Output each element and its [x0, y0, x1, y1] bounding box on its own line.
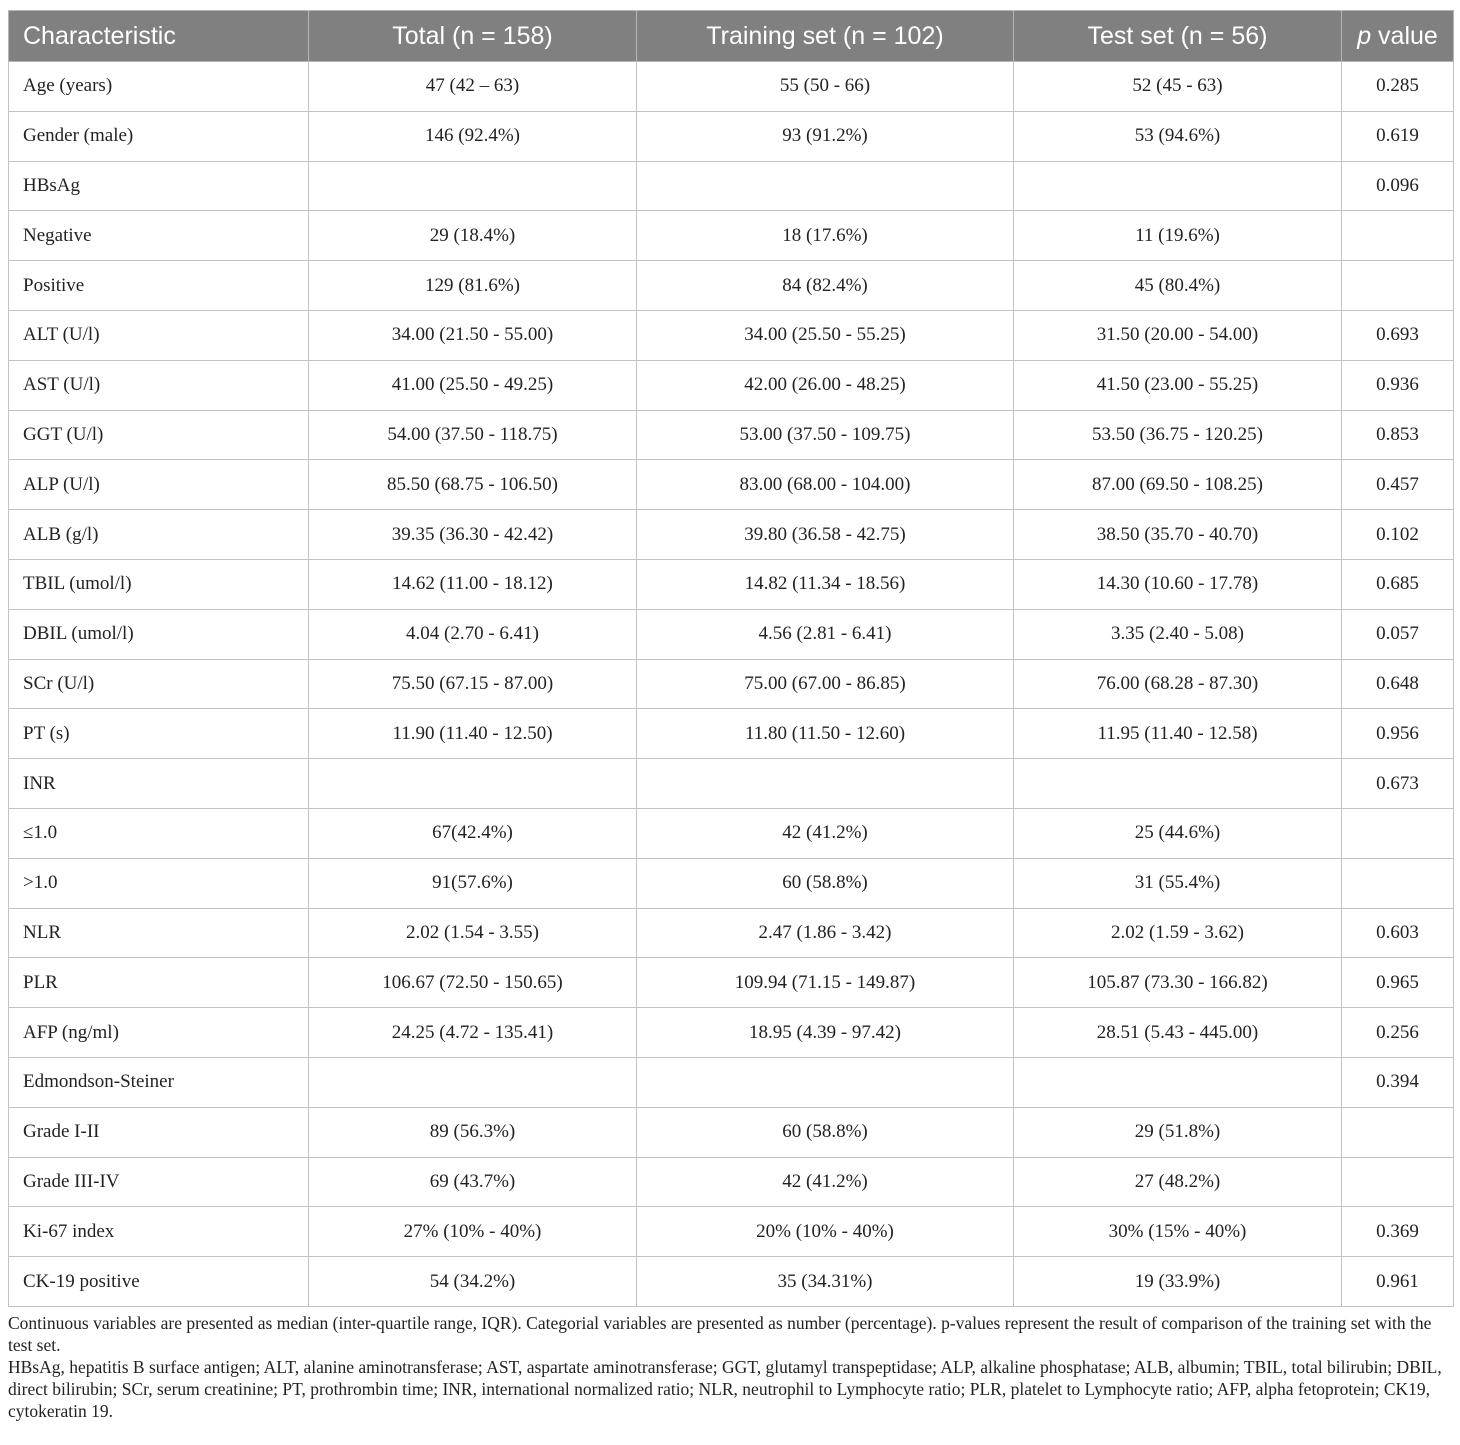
training-set-cell: 42.00 (26.00 - 48.25): [637, 360, 1014, 410]
test-set-cell: 3.35 (2.40 - 5.08): [1014, 609, 1342, 659]
header-training-set: Training set (n = 102): [637, 11, 1014, 62]
p-value-cell: 0.256: [1342, 1008, 1454, 1058]
test-set-cell: 2.02 (1.59 - 3.62): [1014, 908, 1342, 958]
table-row: [9, 908, 1454, 958]
table-row: [9, 310, 1454, 360]
p-value-cell: 0.648: [1342, 659, 1454, 709]
p-value-cell: [1342, 1157, 1454, 1207]
training-set-cell: 60 (58.8%): [637, 1107, 1014, 1157]
p-value-cell: 0.936: [1342, 360, 1454, 410]
table-row: [9, 460, 1454, 510]
table-row: [9, 759, 1454, 809]
footnote-abbreviations: HBsAg, hepatitis B surface antigen; ALT, alanine aminotransferase; AST, aspartate aminotransferase; GGT, glutamyl transpeptidase; ALP, alkaline phosphatase; ALB, albumin; TBIL, total bilirubin; DBIL, direct bilirubin; SCr, serum creatinine; PT, prothrombin time; INR, international normalized ratio; NLR, neutrophil to Lymphocyte ratio; PLR, platelet to Lymphocyte ratio; AFP, alpha fetoprotein; CK19, cytokeratin 19.: [8, 1357, 1442, 1421]
p-value-cell: 0.853: [1342, 410, 1454, 460]
table-row: [9, 659, 1454, 709]
total-cell: 34.00 (21.50 - 55.00): [309, 310, 637, 360]
characteristic-cell: Gender (male): [9, 111, 309, 161]
table-row: [9, 958, 1454, 1008]
training-set-cell: 34.00 (25.50 - 55.25): [637, 310, 1014, 360]
table-row: [9, 858, 1454, 908]
table-row: [9, 1157, 1454, 1207]
training-set-cell: 2.47 (1.86 - 3.42): [637, 908, 1014, 958]
total-cell: 91(57.6%): [309, 858, 637, 908]
training-set-cell: [637, 1057, 1014, 1107]
test-set-cell: 14.30 (10.60 - 17.78): [1014, 559, 1342, 609]
test-set-cell: 45 (80.4%): [1014, 261, 1342, 311]
p-value-cell: 0.057: [1342, 609, 1454, 659]
total-cell: 54 (34.2%): [309, 1257, 637, 1307]
training-set-cell: 35 (34.31%): [637, 1257, 1014, 1307]
training-set-cell: 18.95 (4.39 - 97.42): [637, 1008, 1014, 1058]
p-value-cell: [1342, 1107, 1454, 1157]
test-set-cell: 53 (94.6%): [1014, 111, 1342, 161]
table-row: [9, 360, 1454, 410]
total-cell: 14.62 (11.00 - 18.12): [309, 559, 637, 609]
total-cell: 24.25 (4.72 - 135.41): [309, 1008, 637, 1058]
training-set-cell: 42 (41.2%): [637, 1157, 1014, 1207]
total-cell: 29 (18.4%): [309, 211, 637, 261]
test-set-cell: 105.87 (73.30 - 166.82): [1014, 958, 1342, 1008]
footnote-definitions: Continuous variables are presented as median (inter-quartile range, IQR). Categorial variables are presented as number (percentage). p-values represent the result of comparison of the training set with the test set.: [8, 1313, 1432, 1355]
total-cell: [309, 1057, 637, 1107]
test-set-cell: 11 (19.6%): [1014, 211, 1342, 261]
p-value-cell: 0.619: [1342, 111, 1454, 161]
total-cell: 67(42.4%): [309, 808, 637, 858]
table-row: [9, 1057, 1454, 1107]
test-set-cell: 76.00 (68.28 - 87.30): [1014, 659, 1342, 709]
characteristic-cell: >1.0: [9, 858, 309, 908]
characteristic-cell: Positive: [9, 261, 309, 311]
test-set-cell: [1014, 759, 1342, 809]
characteristic-cell: AFP (ng/ml): [9, 1008, 309, 1058]
characteristic-cell: TBIL (umol/l): [9, 559, 309, 609]
training-set-cell: [637, 161, 1014, 211]
characteristic-cell: INR: [9, 759, 309, 809]
p-value-cell: [1342, 858, 1454, 908]
training-set-cell: 18 (17.6%): [637, 211, 1014, 261]
total-cell: 75.50 (67.15 - 87.00): [309, 659, 637, 709]
table-header: [9, 11, 1454, 62]
table-row: [9, 709, 1454, 759]
p-value-cell: 0.693: [1342, 310, 1454, 360]
total-cell: 89 (56.3%): [309, 1107, 637, 1157]
training-set-cell: 11.80 (11.50 - 12.60): [637, 709, 1014, 759]
p-value-cell: 0.394: [1342, 1057, 1454, 1107]
training-set-cell: [637, 759, 1014, 809]
characteristic-cell: Age (years): [9, 62, 309, 112]
test-set-cell: 11.95 (11.40 - 12.58): [1014, 709, 1342, 759]
header-row: [9, 11, 1454, 62]
test-set-cell: 38.50 (35.70 - 40.70): [1014, 510, 1342, 560]
characteristic-cell: AST (U/l): [9, 360, 309, 410]
training-set-cell: 93 (91.2%): [637, 111, 1014, 161]
table-row: [9, 1207, 1454, 1257]
total-cell: 4.04 (2.70 - 6.41): [309, 609, 637, 659]
test-set-cell: 19 (33.9%): [1014, 1257, 1342, 1307]
characteristic-cell: ≤1.0: [9, 808, 309, 858]
characteristic-cell: DBIL (umol/l): [9, 609, 309, 659]
p-value-cell: 0.673: [1342, 759, 1454, 809]
characteristic-cell: HBsAg: [9, 161, 309, 211]
characteristic-cell: PLR: [9, 958, 309, 1008]
training-set-cell: 55 (50 - 66): [637, 62, 1014, 112]
total-cell: [309, 161, 637, 211]
training-set-cell: 75.00 (67.00 - 86.85): [637, 659, 1014, 709]
test-set-cell: 28.51 (5.43 - 445.00): [1014, 1008, 1342, 1058]
table-row: [9, 510, 1454, 560]
header-p-value: [1342, 11, 1454, 62]
p-value-cell: 0.685: [1342, 559, 1454, 609]
characteristic-cell: Edmondson-Steiner: [9, 1057, 309, 1107]
table-row: [9, 609, 1454, 659]
p-value-cell: 0.965: [1342, 958, 1454, 1008]
total-cell: 146 (92.4%): [309, 111, 637, 161]
training-set-cell: 109.94 (71.15 - 149.87): [637, 958, 1014, 1008]
total-cell: 11.90 (11.40 - 12.50): [309, 709, 637, 759]
p-value-cell: 0.369: [1342, 1207, 1454, 1257]
total-cell: 47 (42 – 63): [309, 62, 637, 112]
training-set-cell: 84 (82.4%): [637, 261, 1014, 311]
total-cell: [309, 759, 637, 809]
test-set-cell: 87.00 (69.50 - 108.25): [1014, 460, 1342, 510]
p-value-cell: 0.961: [1342, 1257, 1454, 1307]
table-row: [9, 161, 1454, 211]
characteristic-cell: Ki-67 index: [9, 1207, 309, 1257]
p-value-cell: 0.102: [1342, 510, 1454, 560]
p-value-cell: [1342, 261, 1454, 311]
table-body: [9, 62, 1454, 1307]
header-total: Total (n = 158): [309, 11, 637, 62]
test-set-cell: 27 (48.2%): [1014, 1157, 1342, 1207]
test-set-cell: 25 (44.6%): [1014, 808, 1342, 858]
characteristic-cell: Grade I-II: [9, 1107, 309, 1157]
table-row: [9, 559, 1454, 609]
header-test-set: Test set (n = 56): [1014, 11, 1342, 62]
test-set-cell: [1014, 1057, 1342, 1107]
test-set-cell: 31 (55.4%): [1014, 858, 1342, 908]
total-cell: 39.35 (36.30 - 42.42): [309, 510, 637, 560]
characteristic-cell: PT (s): [9, 709, 309, 759]
total-cell: 41.00 (25.50 - 49.25): [309, 360, 637, 410]
characteristic-cell: ALP (U/l): [9, 460, 309, 510]
table-row: [9, 1257, 1454, 1307]
training-set-cell: 39.80 (36.58 - 42.75): [637, 510, 1014, 560]
characteristic-cell: ALB (g/l): [9, 510, 309, 560]
test-set-cell: 41.50 (23.00 - 55.25): [1014, 360, 1342, 410]
characteristic-cell: GGT (U/l): [9, 410, 309, 460]
test-set-cell: 52 (45 - 63): [1014, 62, 1342, 112]
table-row: [9, 808, 1454, 858]
table-row: [9, 1008, 1454, 1058]
training-set-cell: 14.82 (11.34 - 18.56): [637, 559, 1014, 609]
characteristics-table-container: [8, 10, 1453, 1307]
total-cell: 106.67 (72.50 - 150.65): [309, 958, 637, 1008]
table-row: [9, 410, 1454, 460]
test-set-cell: 53.50 (36.75 - 120.25): [1014, 410, 1342, 460]
p-value-cell: 0.956: [1342, 709, 1454, 759]
table-footnotes: [8, 1312, 1448, 1422]
characteristic-cell: SCr (U/l): [9, 659, 309, 709]
test-set-cell: [1014, 161, 1342, 211]
total-cell: 2.02 (1.54 - 3.55): [309, 908, 637, 958]
training-set-cell: 4.56 (2.81 - 6.41): [637, 609, 1014, 659]
training-set-cell: 83.00 (68.00 - 104.00): [637, 460, 1014, 510]
p-value-cell: [1342, 808, 1454, 858]
test-set-cell: 30% (15% - 40%): [1014, 1207, 1342, 1257]
header-p-italic: p: [1357, 21, 1372, 50]
characteristic-cell: ALT (U/l): [9, 310, 309, 360]
training-set-cell: 60 (58.8%): [637, 858, 1014, 908]
p-value-cell: 0.285: [1342, 62, 1454, 112]
p-value-cell: [1342, 211, 1454, 261]
training-set-cell: 20% (10% - 40%): [637, 1207, 1014, 1257]
test-set-cell: 29 (51.8%): [1014, 1107, 1342, 1157]
total-cell: 69 (43.7%): [309, 1157, 637, 1207]
total-cell: 54.00 (37.50 - 118.75): [309, 410, 637, 460]
table-row: [9, 1107, 1454, 1157]
training-set-cell: 42 (41.2%): [637, 808, 1014, 858]
total-cell: 27% (10% - 40%): [309, 1207, 637, 1257]
table-row: [9, 62, 1454, 112]
table-row: [9, 211, 1454, 261]
p-value-cell: 0.603: [1342, 908, 1454, 958]
training-set-cell: 53.00 (37.50 - 109.75): [637, 410, 1014, 460]
characteristic-cell: CK-19 positive: [9, 1257, 309, 1307]
header-characteristic: Characteristic: [9, 11, 309, 62]
p-value-cell: 0.096: [1342, 161, 1454, 211]
table-row: [9, 111, 1454, 161]
characteristic-cell: Grade III-IV: [9, 1157, 309, 1207]
p-value-cell: 0.457: [1342, 460, 1454, 510]
characteristics-table: [8, 10, 1454, 1307]
total-cell: 85.50 (68.75 - 106.50): [309, 460, 637, 510]
table-row: [9, 261, 1454, 311]
characteristic-cell: NLR: [9, 908, 309, 958]
total-cell: 129 (81.6%): [309, 261, 637, 311]
characteristic-cell: Negative: [9, 211, 309, 261]
header-p-rest: value: [1371, 21, 1438, 50]
test-set-cell: 31.50 (20.00 - 54.00): [1014, 310, 1342, 360]
